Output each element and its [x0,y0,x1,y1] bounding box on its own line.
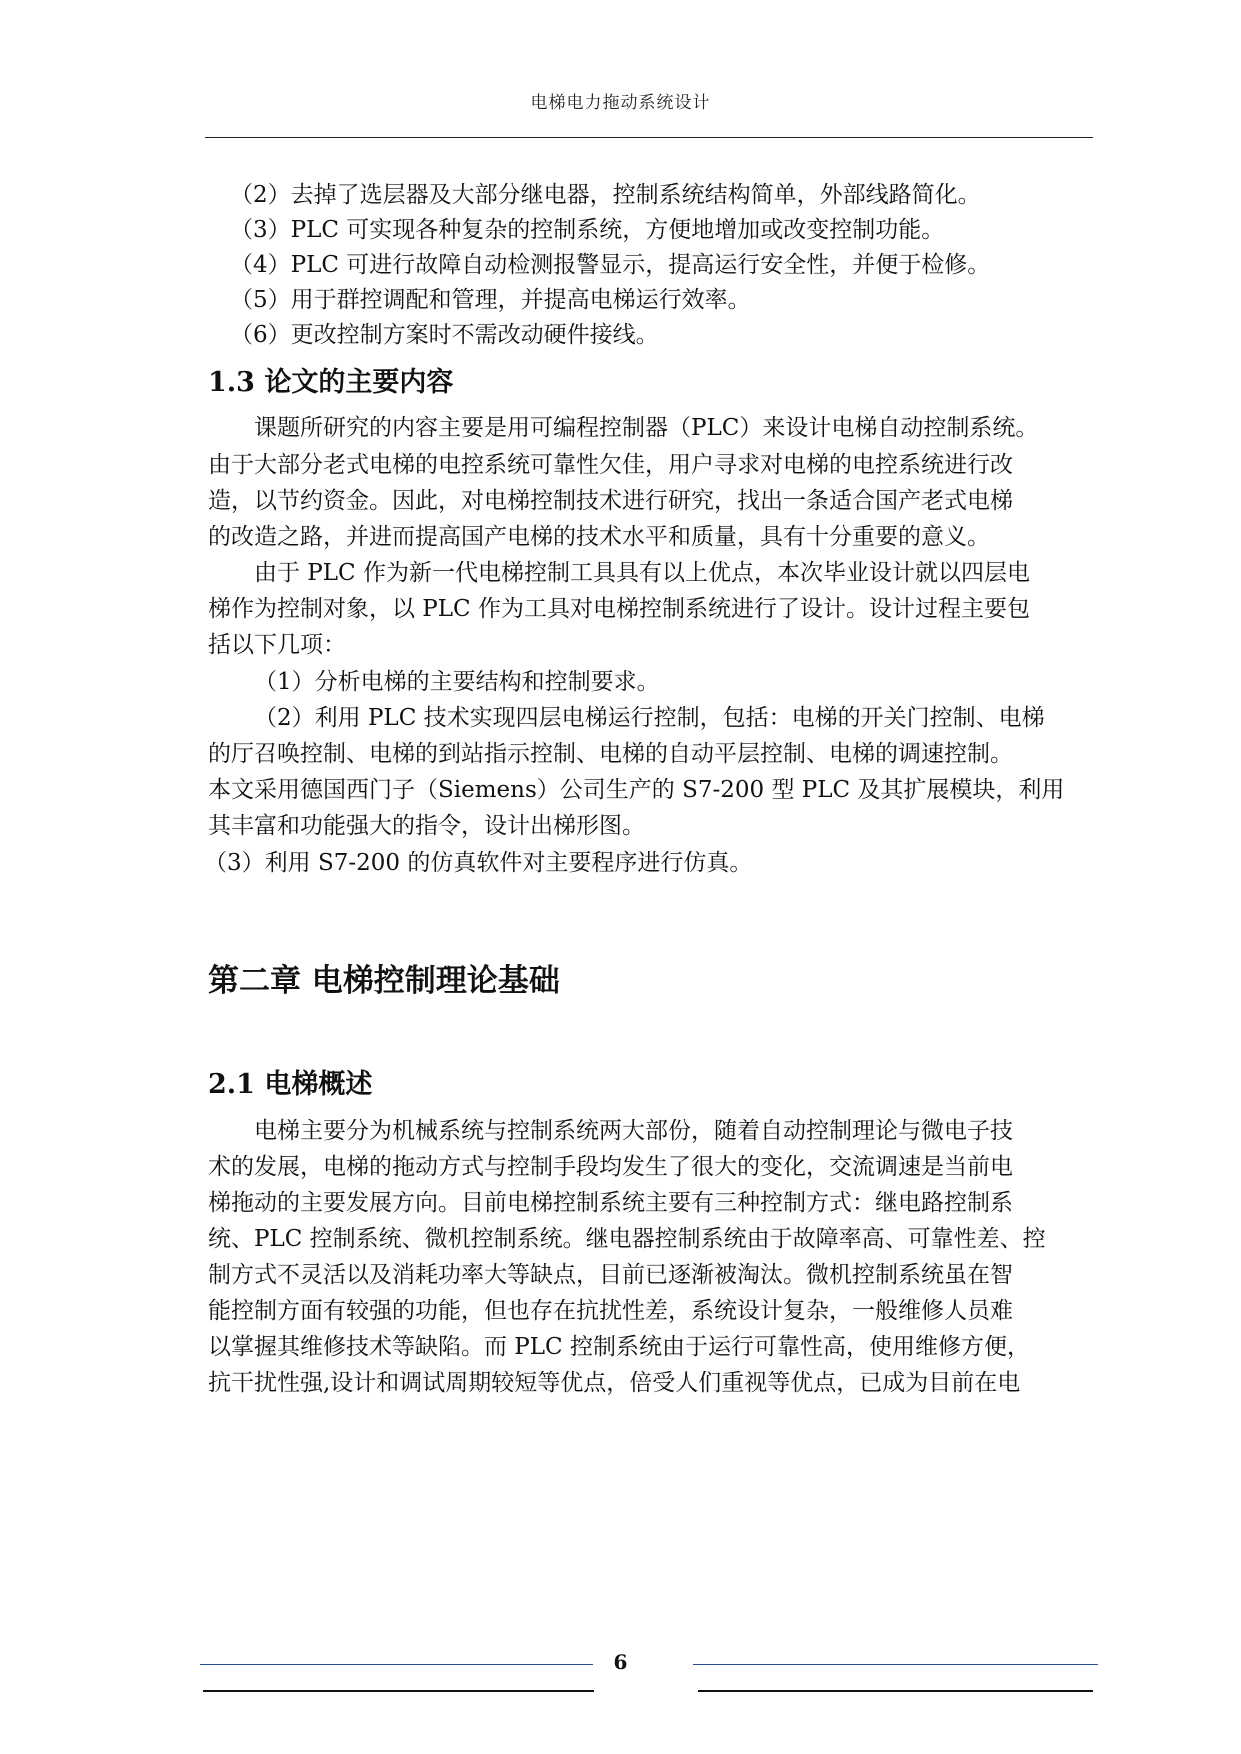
paragraph-line: 统、PLC 控制系统、微机控制系统。继电器控制系统由于故障率高、可靠性差、控 [208,1226,1046,1252]
section-heading-1-3: 1.3 论文的主要内容 [208,367,454,398]
paragraph-line: 抗干扰性强,设计和调试周期较短等优点，倍受人们重视等优点，已成为目前在电 [208,1370,1021,1396]
footer-rule-left [203,1690,594,1692]
paragraph-line: 本文采用德国西门子（Siemens）公司生产的 S7-200 型 PLC 及其扩展模块，利用 [208,777,1065,803]
footer-rule-right [698,1690,1093,1692]
paragraph-line: 电梯主要分为机械系统与控制系统两大部份，随着自动控制理论与微电子技 [254,1118,1013,1144]
paragraph-line: 其丰富和功能强大的指令，设计出梯形图。 [208,813,645,839]
paragraph-line: （1）分析电梯的主要结构和控制要求。 [254,669,660,695]
paragraph-line: （2）利用 PLC 技术实现四层电梯运行控制，包括：电梯的开关门控制、电梯 [254,705,1045,731]
page-number: 6 [613,1650,628,1674]
paragraph-line: 课题所研究的内容主要是用可编程控制器（PLC）来设计电梯自动控制系统。 [254,415,1039,441]
list-item: （5）用于群控调配和管理，并提高电梯运行效率。 [230,287,751,313]
section-heading-2-1: 2.1 电梯概述 [208,1069,373,1100]
paragraph-line: 制方式不灵活以及消耗功率大等缺点，目前已逐渐被淘汰。微机控制系统虽在智 [208,1262,1013,1288]
paragraph-line: 术的发展，电梯的拖动方式与控制手段均发生了很大的变化，交流调速是当前电 [208,1154,1013,1180]
paragraph-line: 梯作为控制对象，以 PLC 作为工具对电梯控制系统进行了设计。设计过程主要包 [208,596,1030,622]
paragraph-line: 梯拖动的主要发展方向。目前电梯控制系统主要有三种控制方式：继电路控制系 [208,1190,1013,1216]
header-title: 电梯电力拖动系统设计 [530,93,711,113]
list-item: （3）PLC 可实现各种复杂的控制系统，方便地增加或改变控制功能。 [230,217,945,243]
list-item: （4）PLC 可进行故障自动检测报警显示，提高运行安全性，并便于检修。 [230,252,991,278]
paragraph-line: 由于 PLC 作为新一代电梯控制工具具有以上优点，本次毕业设计就以四层电 [254,560,1030,586]
paragraph-line: 造，以节约资金。因此，对电梯控制技术进行研究，找出一条适合国产老式电梯 [208,488,1013,514]
paragraph-line: 由于大部分老式电梯的电控系统可靠性欠佳，用户寻求对电梯的电控系统进行改 [208,452,1013,478]
chapter-heading: 第二章 电梯控制理论基础 [208,963,560,999]
paragraph-line: 的改造之路，并进而提高国产电梯的技术水平和质量，具有十分重要的意义。 [208,524,990,550]
paragraph-line: 的厅召唤控制、电梯的到站指示控制、电梯的自动平层控制、电梯的调速控制。 [208,741,1013,767]
header-rule [205,137,1093,138]
paragraph-line: 以掌握其维修技术等缺陷。而 PLC 控制系统由于运行可靠性高，使用维修方便， [208,1334,1030,1360]
list-item: （2）去掉了选层器及大部分继电器，控制系统结构简单，外部线路简化。 [230,182,981,208]
paragraph-line: 括以下几项： [208,632,346,658]
paragraph-line: 能控制方面有较强的功能，但也存在抗扰性差，系统设计复杂，一般维修人员难 [208,1298,1013,1324]
list-item: （6）更改控制方案时不需改动硬件接线。 [230,322,659,348]
paragraph-line: （3）利用 S7-200 的仿真软件对主要程序进行仿真。 [204,850,753,876]
